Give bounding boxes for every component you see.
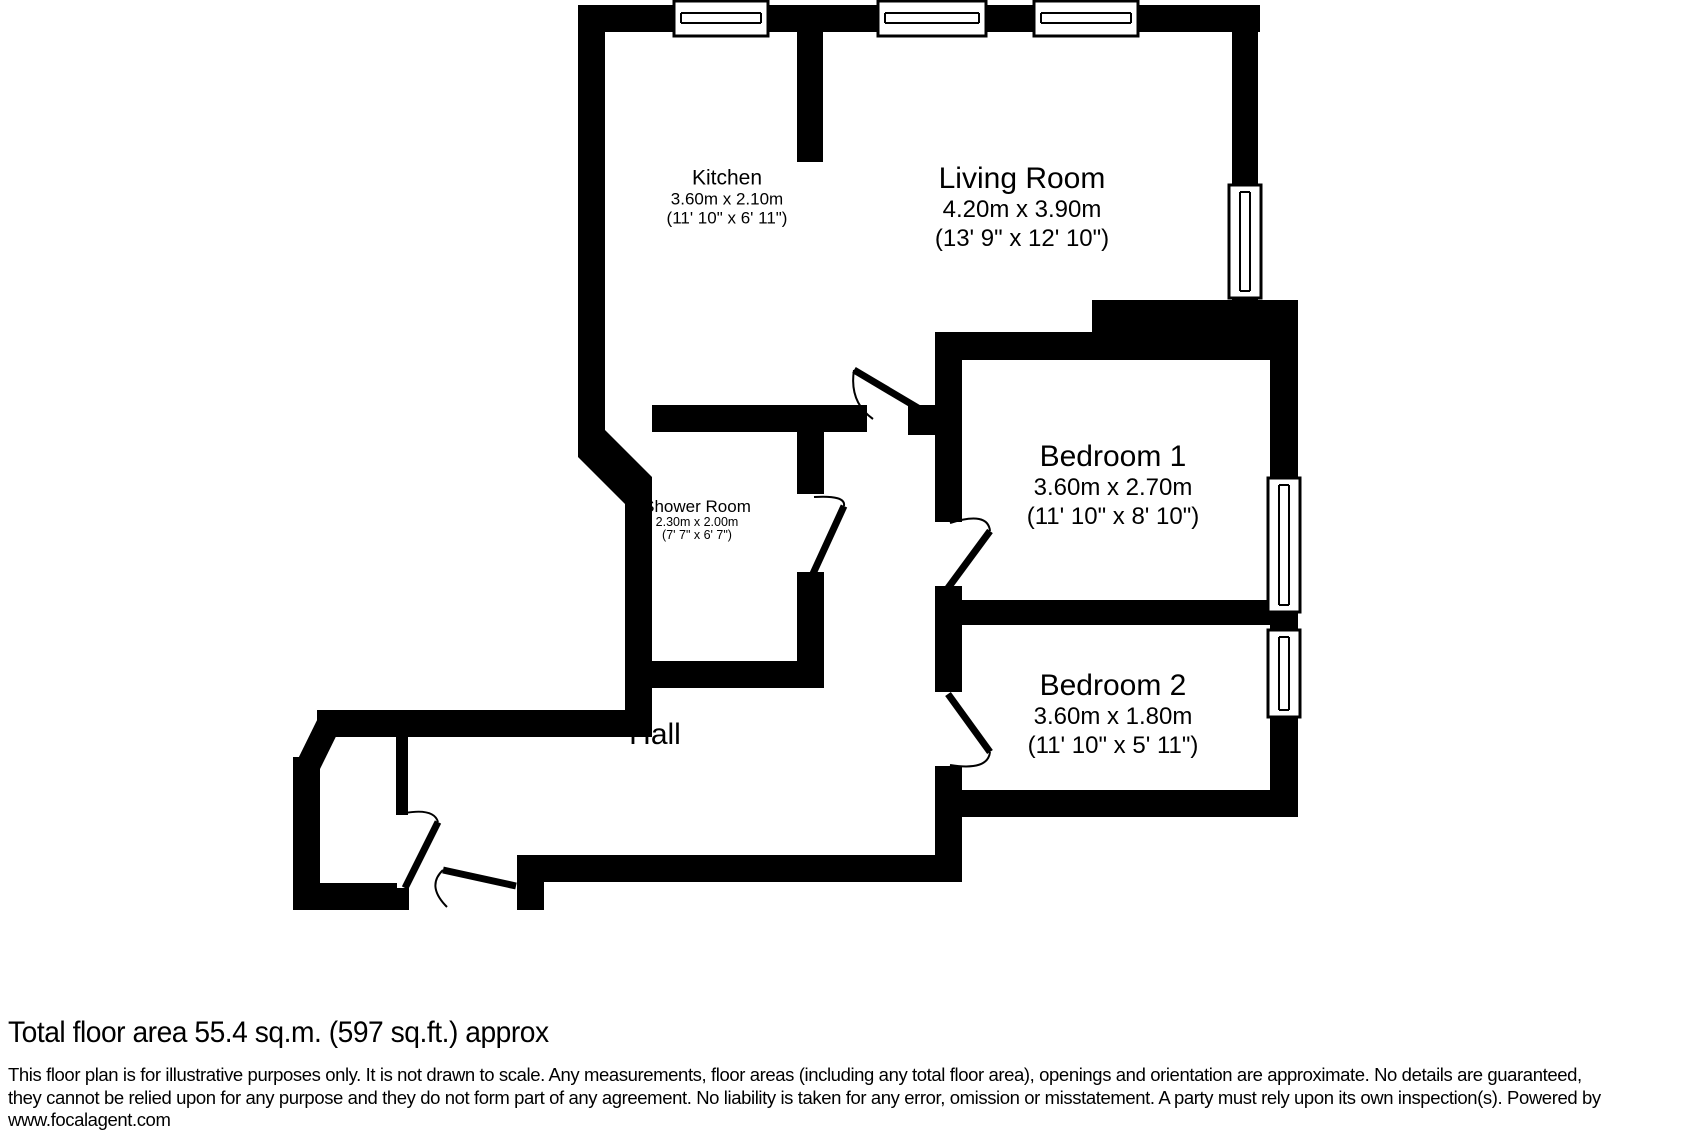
wall-hall-bottom-right [517,855,962,882]
wall-shower-right-upper [797,432,824,494]
shower-door-icon [811,497,844,578]
bedroom-2-dims-imperial: (11' 10" x 5' 11") [1027,732,1199,759]
hall-name: Hall [629,718,681,751]
total-floor-area: Total floor area 55.4 sq.m. (597 sq.ft.) approx [8,1016,549,1049]
bedroom-1-name: Bedroom 1 [1039,440,1187,473]
wall-hall-bottom-left [293,883,397,910]
bedroom2-door-icon [948,694,990,766]
disclaimer-line-1: This floor plan is for illustrative purposes only. It is not drawn to scale. Any measurements, floor areas (including any total floor area), openings and orientation are approximate. No details are guaranteed, [8,1064,1582,1085]
kitchen-name: Kitchen [691,166,763,190]
kitchen-dims-metric: 3.60m x 2.10m [670,189,784,209]
wall-bed2-bottom [935,790,1298,817]
room-label-living-room [935,163,1109,253]
living-room-dims-metric: 4.20m x 3.90m [942,196,1102,223]
wall-cupboard-partition [396,737,408,815]
bedroom1-window-icon [1268,478,1300,612]
wall-hall-top [317,710,652,737]
room-label-bedroom-2 [1028,670,1199,760]
wall-bedrooms-divider [935,600,1270,625]
kitchen-window-icon [674,1,768,36]
room-label-bedroom-1 [1027,441,1200,531]
wall-bed1-left [935,360,962,522]
wall-corridor-jamb [908,405,935,435]
wall-kitchen-living-divider [797,32,823,162]
wall-entrance-jamb [395,888,409,910]
kitchen-dims-imperial: (11' 10" x 6' 11") [666,208,788,228]
disclaimer-text [8,1064,1704,1132]
living-right-window-icon [1229,185,1261,298]
bedroom-2-dims-metric: 3.60m x 1.80m [1033,703,1193,730]
room-label-kitchen [667,167,788,228]
wall-bed2-left-upper [935,625,962,692]
shower-room-dims-metric: 2.30m x 2.00m [655,515,739,529]
wall-kitchen-left [578,5,605,430]
doors [405,370,990,907]
living-window-2-icon [1034,1,1138,36]
disclaimer-line-2: they cannot be relied upon for any purpose and they do not form part of any agreement. No liability is taken for any error, omission or misstatement. A party must rely upon its own inspection(s). Powered by [8,1086,1601,1108]
bedroom1-door-icon [948,519,990,589]
bedroom-1-dims-imperial: (11' 10" x 8' 10") [1026,503,1200,530]
living-room-name: Living Room [938,162,1106,195]
shower-room-dims-imperial: (7' 7" x 6' 7") [662,528,732,542]
bedroom2-window-icon [1268,630,1300,717]
room-label-shower-room [643,498,751,542]
living-window-1-icon [878,1,986,36]
wall-shower-bottom [625,661,810,688]
shower-room-name: Shower Room [643,497,751,516]
wall-shower-top [652,405,867,432]
bedroom-2-name: Bedroom 2 [1039,669,1187,702]
wall-bed1-top [935,332,1285,360]
entrance-door-2-icon [435,870,516,907]
living-room-dims-imperial: (13' 9" x 12' 10") [934,225,1110,252]
entrance-door-icon [405,812,438,888]
disclaimer-line-3: www.focalagent.com [8,1109,171,1130]
room-label-hall [629,719,681,751]
bedroom-1-dims-metric: 3.60m x 2.70m [1033,474,1193,501]
